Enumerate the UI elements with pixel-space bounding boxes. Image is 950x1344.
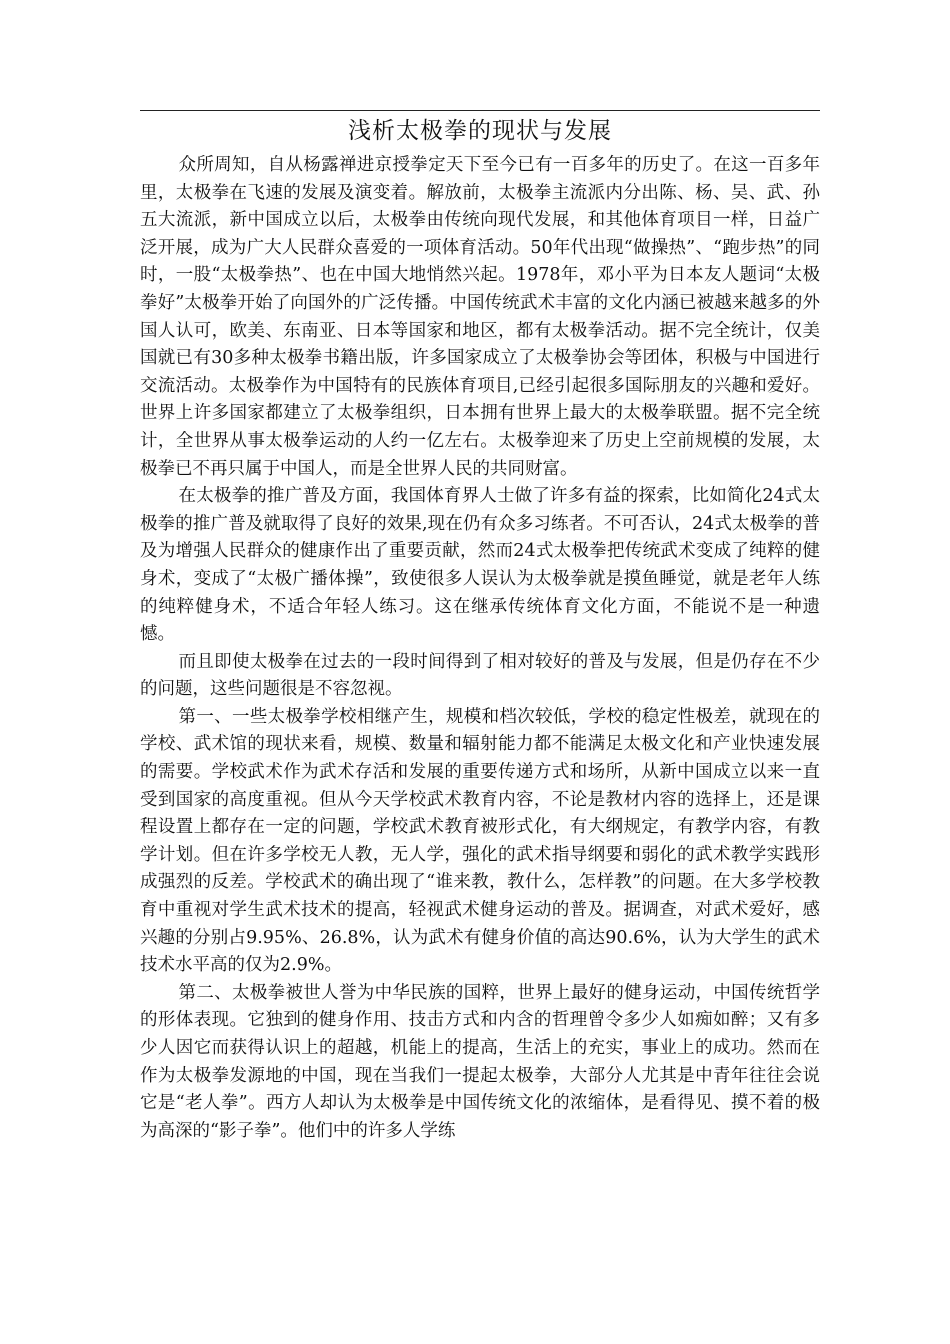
paragraph-problems-intro: 而且即使太极拳在过去的一段时间得到了相对较好的普及与发展，但是仍存在不少的问题，这些问题很是不容忽视。 — [140, 651, 820, 700]
paragraph-problem-one: 第一、一些太极拳学校相继产生，规模和档次较低，学校的稳定性极差，就现在的学校、武术馆的现状来看，规模、数量和辐射能力都不能满足太极文化和产业快速发展的需要。学校武术作为武术存活和发展的重要传递方式和场所，从新中国成立以来一直受到国家的高度重视。但从今天学校武术教育内容，不论是教材内容的选择上，还是课程设置上都存在一定的问题，学校武术教育被形式化，有大纲规定，有教学内容，有教学计划。但在许多学校无人教，无人学，强化的武术指导纲要和弱化的武术教学实践形成强烈的反差。学校武术的确出现了“谁来教，教什么，怎样教”的问题。在大多学校教育中重视对学生武术技术的提高，轻视武术健身运动的普及。据调查，对武术爱好，感兴趣的分别占9.95%、26.8%，认为武术有健身价值的高达90.6%，认为大学生的武术技术水平高的仅为2.9%。 — [140, 706, 820, 976]
paragraph-promotion: 在太极拳的推广普及方面，我国体育界人士做了许多有益的探索，比如简化24式太极拳的推广普及就取得了良好的效果,现在仍有众多习练者。不可否认，24式太极拳的普及为增强人民群众的健康作出了重要贡献，然而24式太极拳把传统武术变成了纯粹的健身术，变成了“太极广播体操”，致使很多人误认为太极拳就是摸鱼睡觉，就是老年人练的纯粹健身术，不适合年轻人练习。这在继承传统体育文化方面，不能说不是一种遗憾。 — [140, 486, 820, 645]
document-title: 浅析太极拳的现状与发展 — [348, 118, 612, 144]
document-body — [140, 152, 820, 1145]
paragraph-problem-two: 第二、太极拳被世人誉为中华民族的国粹，世界上最好的健身运动，中国传统哲学的形体表现。它独到的健身作用、技击方式和内含的哲理曾令多少人如痴如醉；又有多少人因它而获得认识上的超越，机能上的提高，生活上的充实，事业上的成功。然而在作为太极拳发源地的中国，现在当我们一提起太极拳，大部分人尤其是中青年往往会说它是“老人拳”。西方人却认为太极拳是中国传统文化的浓缩体，是看得见、摸不着的极为高深的“影子拳”。他们中的许多人学练 — [140, 982, 820, 1141]
header-rule — [140, 110, 820, 111]
paragraph-intro-history: 众所周知，自从杨露禅进京授拳定天下至今已有一百多年的历史了。在这一百多年里，太极拳在飞速的发展及演变着。解放前，太极拳主流派内分出陈、杨、吴、武、孙五大流派，新中国成立以后，太极拳由传统向现代发展，和其他体育项目一样，日益广泛开展，成为广大人民群众喜爱的一项体育活动。50年代出现“做操热”、“跑步热”的同时，一股“太极拳热”、也在中国大地悄然兴起。1978年，邓小平为日本友人题词“太极拳好”太极拳开始了向国外的广泛传播。中国传统武术丰富的文化内涵已被越来越多的外国人认可，欧美、东南亚、日本等国家和地区，都有太极拳活动。据不完全统计，仅美国就已有30多种太极拳书籍出版，许多国家成立了太极拳协会等团体，积极与中国进行交流活动。太极拳作为中国特有的民族体育项目,已经引起很多国际朋友的兴趣和爱好。世界上许多国家都建立了太极拳组织，日本拥有世界上最大的太极拳联盟。据不完全统计，全世界从事太极拳运动的人约一亿左右。太极拳迎来了历史上空前规模的发展，太极拳已不再只属于中国人，而是全世界人民的共同财富。 — [140, 155, 820, 479]
